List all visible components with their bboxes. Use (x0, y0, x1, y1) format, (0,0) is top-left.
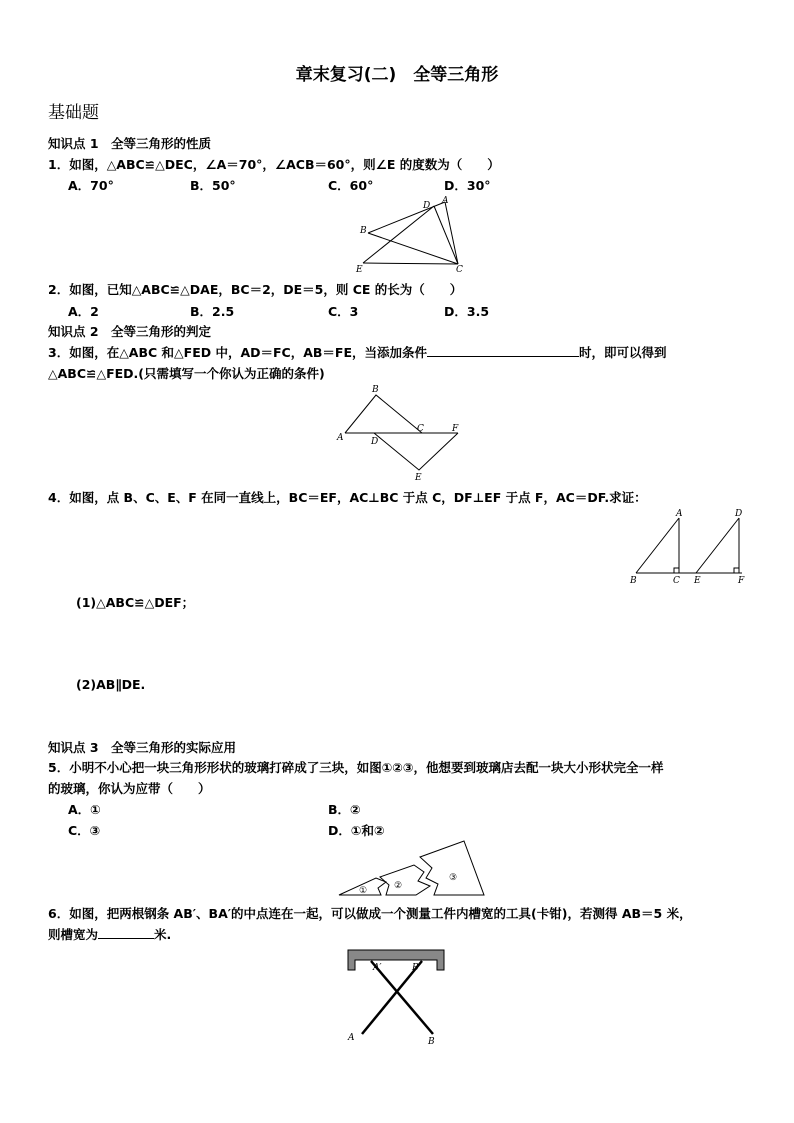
page-title: 章末复习(二) 全等三角形 (295, 65, 499, 85)
q1-option-a: A．70° (68, 178, 114, 193)
knowledge-point-1: 知识点 1 全等三角形的性质 (48, 136, 212, 151)
q2-option-c: C．3 (328, 304, 359, 319)
label-e: E (694, 576, 701, 586)
label-piece-1: ① (359, 886, 368, 896)
label-a: A (676, 509, 683, 519)
q3-text-a: 3．如图，在△ABC 和△FED 中，AD＝FC，AB＝FE，当添加条件 (48, 345, 427, 360)
triangle-abc (345, 395, 422, 433)
label-c: C (417, 424, 424, 434)
question-2-text: 2．如图，已知△ABC≌△DAE，BC＝2，DE＝5，则 CE 的长为（ ） (48, 282, 463, 297)
q5-option-c: C．③ (68, 823, 101, 838)
label-a: A (348, 1033, 355, 1043)
q4-part-2: (2)AB∥DE. (76, 677, 146, 692)
label-b: B (360, 226, 367, 236)
q2-option-d: D．3.5 (444, 304, 490, 319)
q1-option-d: D．30° (444, 178, 491, 193)
question-3-line1 (48, 343, 667, 361)
section-heading: 基础题 (48, 103, 99, 123)
label-b-prime: B′ (412, 963, 421, 973)
q5-option-b: B．② (328, 802, 361, 817)
label-c: C (673, 576, 680, 586)
question-6-line2 (48, 925, 171, 943)
knowledge-point-3: 知识点 3 全等三角形的实际应用 (48, 740, 237, 755)
label-piece-3: ③ (449, 873, 458, 883)
q1-option-b: B．50° (190, 178, 236, 193)
label-d: D (423, 201, 431, 211)
right-angle-c (674, 568, 679, 573)
q4-part-1: (1)△ABC≌△DEF； (76, 595, 195, 610)
q3-figure (336, 382, 466, 482)
label-a: A (337, 433, 344, 443)
knowledge-point-2: 知识点 2 全等三角形的判定 (48, 324, 212, 339)
label-b: B (428, 1037, 435, 1047)
label-piece-2: ② (394, 881, 403, 891)
line-ec (363, 263, 458, 264)
question-1-text: 1．如图，△ABC≌△DEC，∠A＝70°，∠ACB＝60°，则∠E 的度数为（ ） (48, 157, 500, 172)
q2-option-a: A．2 (68, 304, 99, 319)
q2-option-b: B．2.5 (190, 304, 235, 319)
glass-piece-2 (380, 865, 430, 895)
label-c: C (456, 265, 463, 275)
label-f: F (452, 424, 459, 434)
q6-text-a: 则槽宽为 (48, 927, 99, 942)
question-4-text: 4．如图，点 B、C、E、F 在同一直线上，BC＝EF，AC⊥BC 于点 C，DF⊥EF 于点 F，AC＝DF.求证： (48, 490, 647, 505)
q6-answer-blank[interactable] (98, 938, 154, 939)
q4-figure (624, 506, 754, 588)
q1-figure (350, 192, 480, 276)
line-dc (434, 206, 458, 264)
q6-text-b: 米. (154, 927, 172, 942)
line-ac (445, 202, 458, 264)
line-ab (636, 518, 679, 573)
right-angle-f (734, 568, 739, 573)
triangle-fed (374, 433, 458, 470)
question-5-line2: 的玻璃，你认为应带（ ） (48, 781, 211, 796)
q1-option-c: C．60° (328, 178, 374, 193)
q3-text-b: 时，即可以得到 (579, 345, 667, 360)
label-b: B (372, 385, 379, 395)
q6-figure (340, 946, 450, 1052)
q5-option-a: A．① (68, 802, 101, 817)
question-5-line1: 5．小明不小心把一块三角形形状的玻璃打碎成了三块，如图①②③，他想要到玻璃店去配一块大小形状完全一样 (48, 760, 664, 775)
label-a: A (442, 196, 449, 206)
line-de (696, 518, 739, 573)
label-b: B (630, 576, 637, 586)
q5-option-d: D．①和② (328, 823, 385, 838)
q5-figure (334, 836, 490, 902)
question-3-line2: △ABC≌△FED.(只需填写一个你认为正确的条件) (48, 366, 325, 381)
label-a-prime: A′ (373, 963, 382, 973)
label-f: F (738, 576, 745, 586)
label-e: E (415, 473, 422, 482)
workpiece-slot (348, 950, 444, 970)
label-e: E (356, 265, 363, 275)
question-6-line1: 6．如图，把两根钢条 AB′、BA′的中点连在一起，可以做成一个测量工件内槽宽的工具(卡钳)，若测得 AB＝5 米， (48, 906, 692, 921)
label-d: D (735, 509, 743, 519)
label-d: D (371, 437, 379, 447)
q3-answer-blank[interactable] (427, 356, 579, 357)
glass-piece-3 (420, 841, 484, 895)
